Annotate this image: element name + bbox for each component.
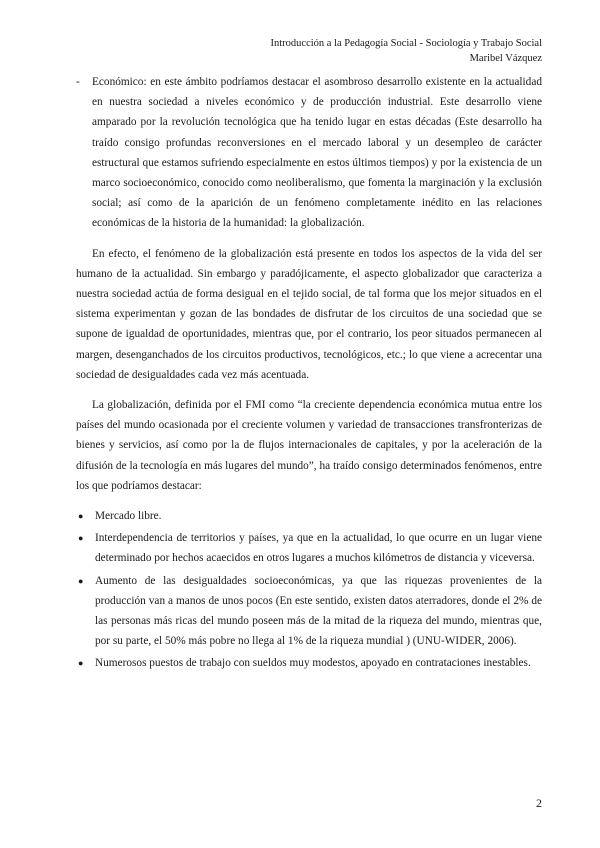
paragraph: En efecto, el fenómeno de la globalización está presente en todos los aspectos de la vida del ser humano de la actualidad. Sin embargo y paradójicamente, el aspecto globalizador que caracteriza a nuestra sociedad actúa de forma desigual en el tejido social, de tal forma que los mejor situados en el sistema experimentan y gozan de las bondades de disfrutar de los circuitos de una sociedad que se supone de igualdad de oportunidades, mientras que, por el contrario, los peor situados permanecen al margen, desenganchados de los circuitos productivos, tecnológicos, etc.; lo que viene a acrecentar una sociedad de desigualdades cada vez más acentuada. [76,247,542,381]
page-number: 2 [536,796,542,810]
list-item [76,571,542,652]
header-author: Maribel Vázquez [469,53,542,64]
bullet-icon: ● [78,511,84,522]
list-item [76,528,542,568]
list-item [76,506,542,526]
header-title: Introducción a la Pedagogía Social - Sociología y Trabajo Social [270,38,542,49]
page-header [271,36,543,66]
bullet-list [76,506,542,674]
list-item-text: Numerosos puestos de trabajo con sueldos muy modestos, apoyado en contrataciones inestables. [95,657,531,670]
bullet-icon: ● [78,658,84,669]
dash-list-item [76,72,542,234]
list-item-text: Aumento de las desigualdades socioeconómicas, ya que las riquezas provenientes de la producción van a manos de unos pocos (En este sentido, existen datos aterradores, donde el 2% de las personas más ricas del mundo poseen más de la mitad de la riqueza del mundo, mientras que, por su parte, el 50% más pobre no llega al 1% de la riqueza mundial ) (UNU-WIDER, 2006). [95,574,542,648]
dash-item-text: Económico: en este ámbito podríamos destacar el asombroso desarrollo existente en la actualidad en nuestra sociedad a niveles económico y de producción industrial. Este desarrollo viene amparado por la revolución tecnológica que ha tenido lugar en estas décadas (Este desarrollo ha traído consigo profundas reconversiones en el mercado laboral y un desempleo de carácter estructural que estamos sufriendo especialmente en estos últimos tiempos) y por la existencia de un marco socioeconómico, conocido como neoliberalismo, que fomenta la marginación y la exclusión social; así como de la aparición de un fenómeno completamente inédito en las relaciones económicas de la historia de la humanidad: la globalización. [92,76,542,230]
bullet-icon: ● [78,533,84,544]
dash-marker: - [76,76,80,88]
list-item-text: Mercado libre. [95,510,162,523]
paragraph: La globalización, definida por el FMI como “la creciente dependencia económica mutua entre los países del mundo ocasionada por el creciente volumen y variedad de transacciones transfronterizas de bienes y servicios, así como por la de flujos internacionales de capitales, y por la aceleración de la difusión de la tecnología en más lugares del mundo”, ha traído consigo determinados fenómenos, entre los que podríamos destacar: [76,399,542,492]
bullet-icon: ● [78,575,84,586]
document-body [76,72,542,676]
list-item-text: Interdependencia de territorios y países, ya que en la actualidad, lo que ocurre en un lugar viene determinado por hechos acaecidos en otros lugares a muchos kilómetros de distancia y viceversa. [95,532,542,565]
list-item [76,653,542,673]
